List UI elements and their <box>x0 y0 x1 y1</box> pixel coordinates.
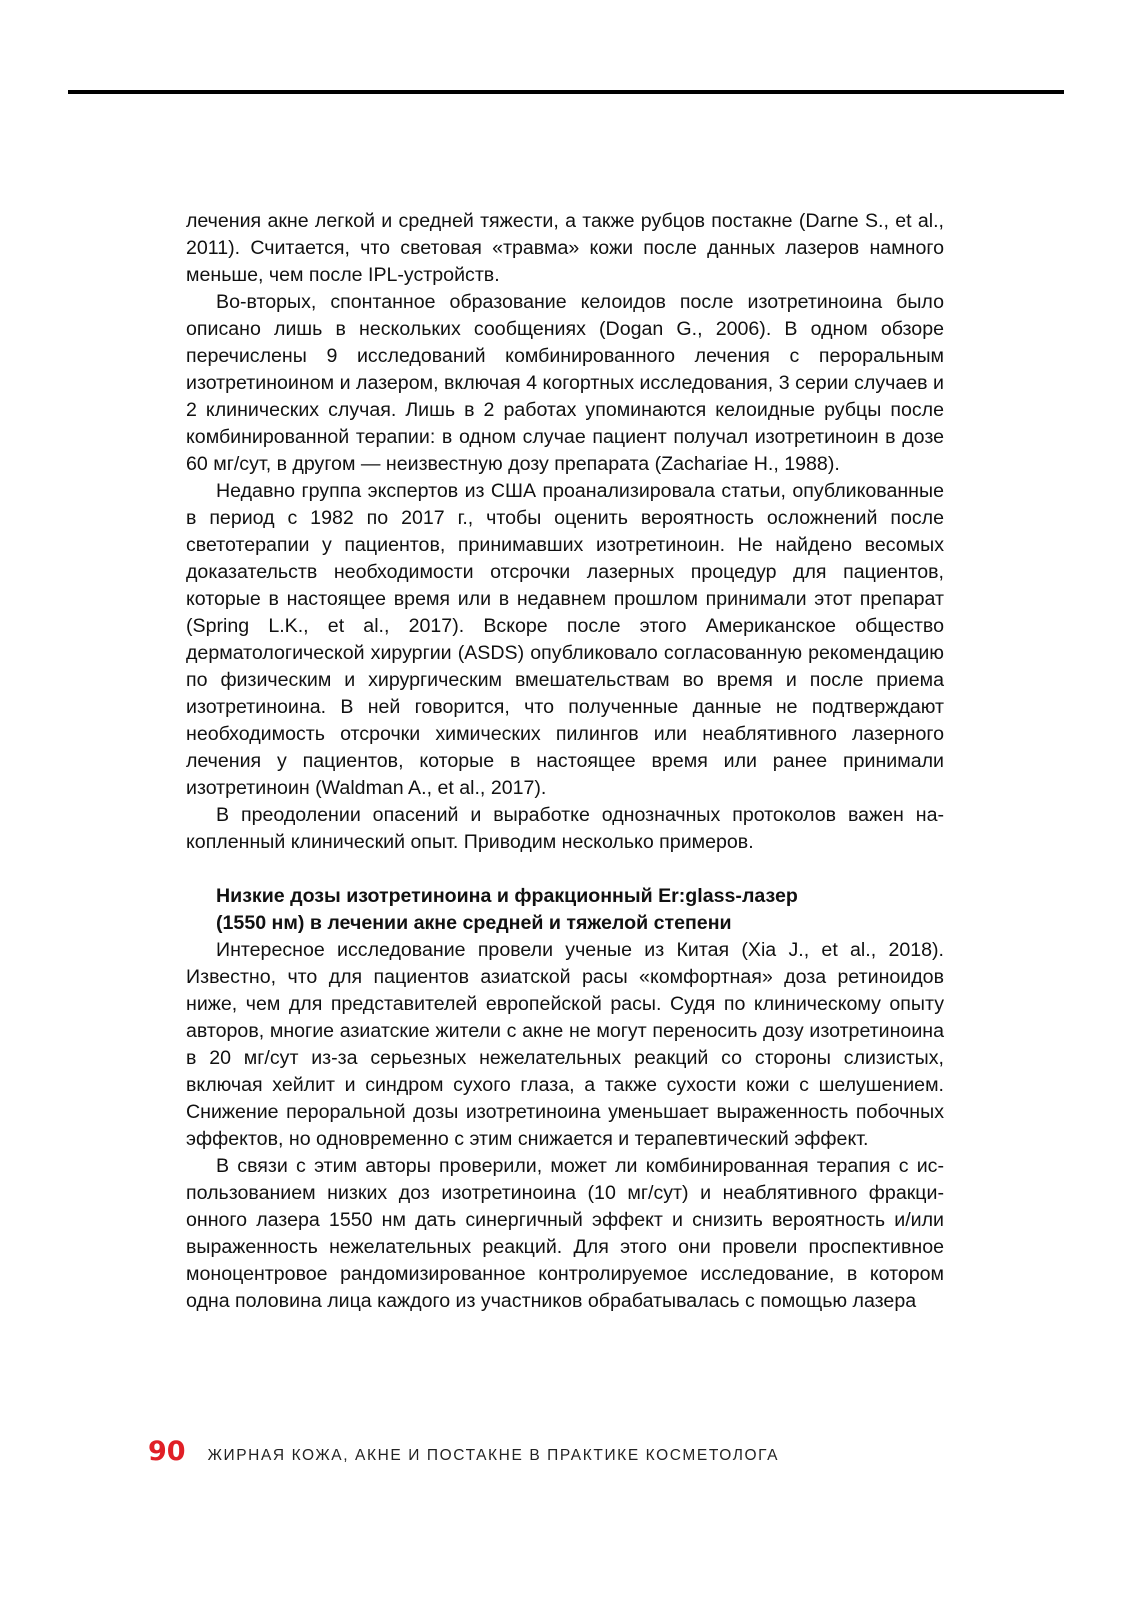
paragraph: В связи с этим авторы проверили, может ли комбинированная терапия с использованием низких доз изотретиноина (10 мг/сут) и неаблятивного фракционного лазера 1550 нм дать синергичный эффект и снизить вероятность и/или выраженность нежелательных реакций. Для этого они провели проспективное моноцентровое рандомизированное контролируемое исследование, в котором одна половина лица каждого из участников обрабатывалась с помощью лазера <box>186 1155 944 1312</box>
section-heading-line-2: (1550 нм) в лечении акне средней и тяжелой степени <box>216 912 732 934</box>
running-title: ЖИРНАЯ КОЖА, АКНЕ И ПОСТАКНЕ В ПРАКТИКЕ КОСМЕТОЛОГА <box>207 1447 780 1464</box>
paragraph: Во-вторых, спонтанное образование келоидов после изотретиноина было описано лишь в нескольких сообщениях (Dogan G., 2006). В одном обзоре перечислены 9 исследований комбинированного лечения с пероральным изотретиноином и лазером, включая 4 когортных исследования, 3 серии случаев и 2 клинических случая. Лишь в 2 работах упоминаются келоидные рубцы после комбинированной терапии: в одном случае пациент получал изотретиноин в дозе 60 мг/сут, в другом — неизвестную дозу препарата (Zachariae H., 1988). <box>186 291 944 475</box>
section-heading <box>186 883 944 937</box>
page-footer <box>148 1436 779 1467</box>
paragraph: Недавно группа экспертов из США проанализировала статьи, опубликованные в период с 1982 по 2017 г., чтобы оценить вероятность осложнений после светотерапии у пациентов, принимавших изотретиноин. Не найдено весомых доказательств необходимости отсрочки лазерных процедур для пациентов, которые в настоящее время или в недавнем прошлом принимали этот препарат (Spring L.K., et al., 2017). Вскоре после этого Американское общество дерматологической хирургии (ASDS) опубликовало согласованную рекомендацию по физическим и хирургическим вмешательствам во время и после приема изотретиноина. В ней говорится, что полученные данные не подтверждают необходимость отсрочки химических пилингов или неаблятивного лазерного лечения у пациентов, которые в настоящее время или ранее принимали изотретиноин (Waldman A., et al., 2017). <box>186 480 944 799</box>
paragraph: лечения акне легкой и средней тяжести, а также рубцов постакне (Darne S., et al., 2011). Считается, что световая «травма» кожи после данных лазеров намного меньше, чем после IPL-устройств. <box>186 210 944 286</box>
page-number: 90 <box>148 1436 186 1467</box>
top-rule <box>68 90 1064 94</box>
paragraph: Интересное исследование провели ученые из Китая (Xia J., et al., 2018). Известно, что для пациентов азиатской расы «комфортная» доза ретиноидов ниже, чем для представителей европейской расы. Судя по клиническому опыту авторов, многие азиатские жители с акне не могут переносить дозу изотретиноина в 20 мг/сут из-за серьезных нежелательных реакций со стороны слизистых, включая хейлит и синдром сухого глаза, а также сухости кожи с шелушением. Снижение пероральной дозы изотретиноина уменьшает выраженность побочных эффектов, но одновременно с этим снижается и терапевтический эффект. <box>186 939 944 1150</box>
section-heading-line-1: Низкие дозы изотретиноина и фракционный Er:glass-лазер <box>216 885 798 907</box>
body-text <box>186 208 944 1315</box>
paragraph: В преодолении опасений и выработке однозначных протоколов важен накопленный клинический опыт. Приводим несколько примеров. <box>186 804 944 853</box>
